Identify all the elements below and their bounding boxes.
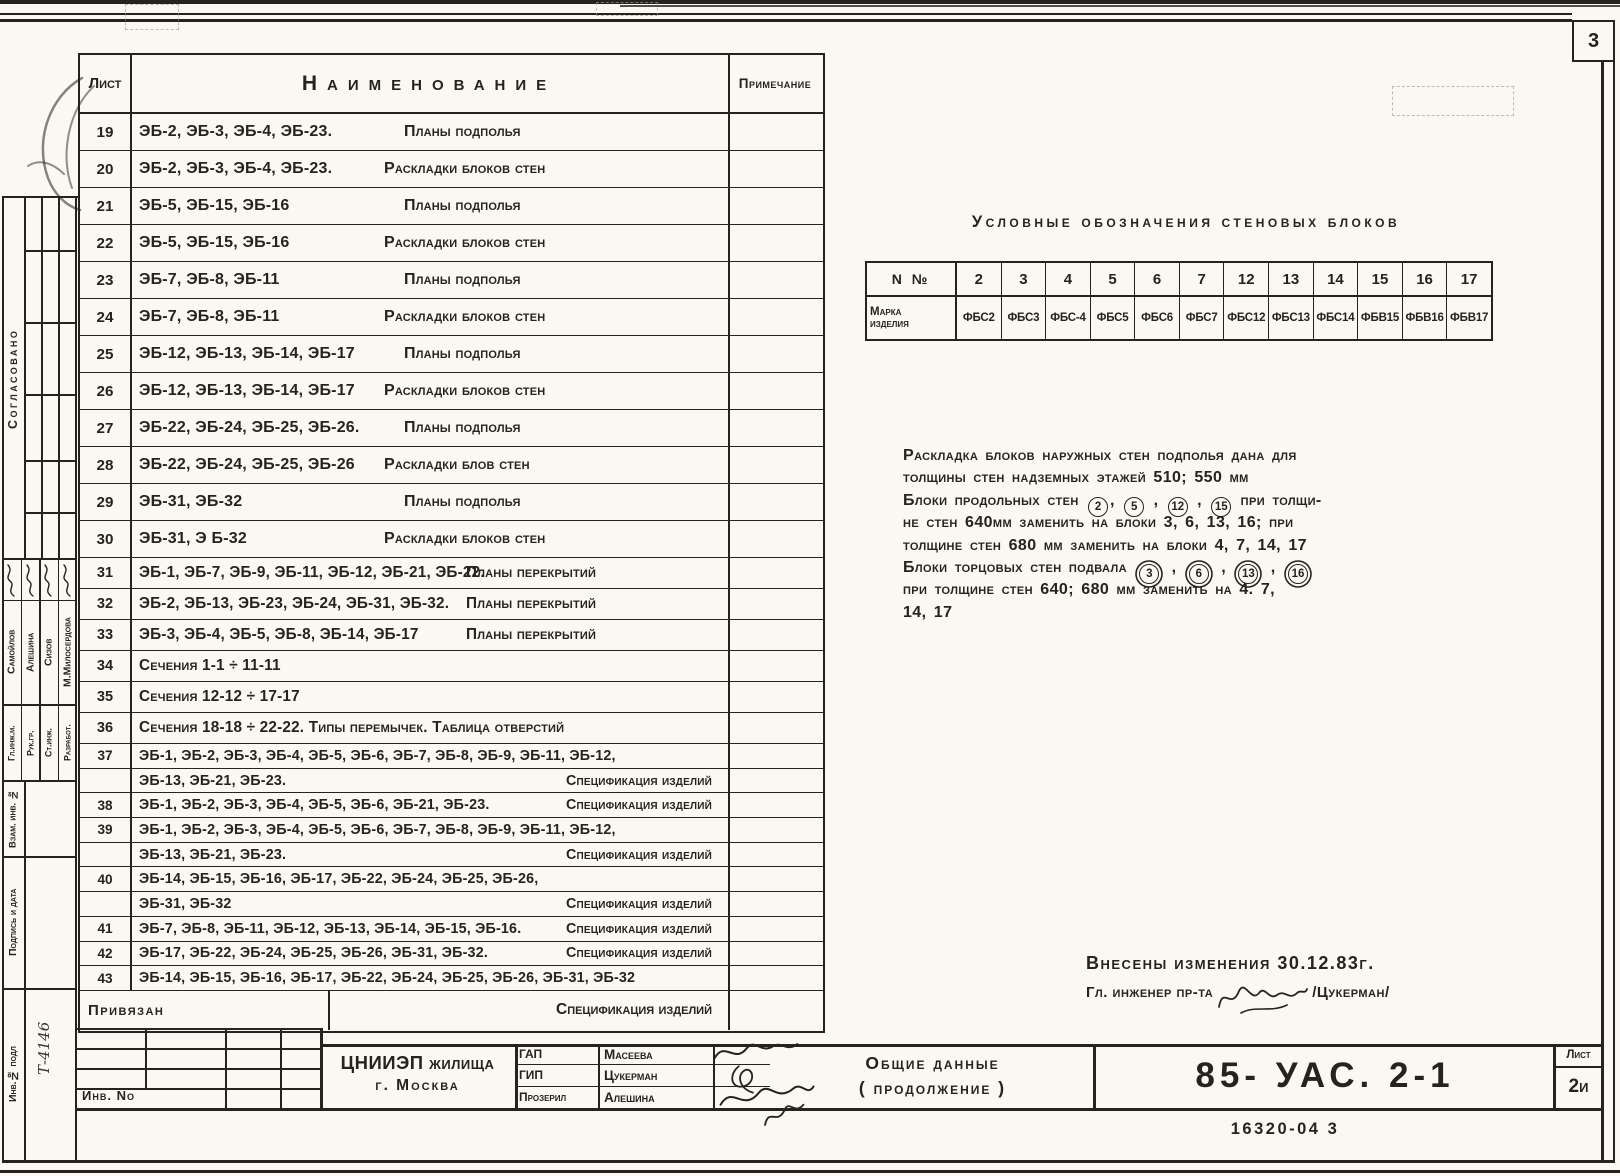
legend-block-mark: ФБС-4 [1050,312,1086,324]
row-codes: ЭБ-7, ЭБ-8, ЭБ-11 [139,308,280,325]
changes-line2 [1086,977,1616,1001]
row-title: Планы подполья [404,123,521,140]
table-row [80,188,823,225]
note-text: Блоки продольных стен [903,491,1087,509]
row-name-cell [130,748,728,764]
sidebar-signature-block [2,558,76,780]
sidebar-person-role: Ст.инж. [43,728,54,758]
table-row [80,966,823,991]
row-sheet-number: 39 [97,822,113,838]
legend-block-number: 13 [1269,263,1313,297]
note-text: , [1189,491,1210,509]
toc-column-line-1 [130,55,132,991]
changes-line2-prefix: Гл. инженер пр-та [1086,984,1214,1001]
sheet-label: Лист [1555,1044,1602,1068]
row-codes: ЭБ-1, ЭБ-2, ЭБ-3, ЭБ-4, ЭБ-5, ЭБ-6, ЭБ-21, ЭБ-23. [139,797,490,814]
note-line [903,602,1488,624]
legend-block-number: 12 [1224,263,1268,297]
sidebar-section-label: Подпись и дата [7,888,19,956]
double-circled-number: 6 [1189,564,1209,584]
row-name-cell [130,822,728,838]
row-codes: ЭБ-2, ЭБ-13, ЭБ-23, ЭБ-24, ЭБ-31, ЭБ-32. [139,595,450,612]
row-sheet-number: 23 [96,271,114,289]
approved-label: Согласовано [6,328,20,429]
row-sheet-number: 24 [96,308,114,326]
note-text: не стен 640мм заменить на блоки 3, 6, 13, 16; при [903,514,1294,532]
row-name-cell [130,719,728,737]
titleblock-bottom-line [76,1108,1604,1111]
anchored-note-cell [728,991,823,1030]
row-sheet-number: 38 [97,797,113,813]
legend-block-mark: ФБС14 [1316,312,1355,324]
legend-block-number: 5 [1091,263,1135,297]
row-title: Планы перекрытий [466,626,597,643]
legend-column [1002,263,1047,339]
row-codes: ЭБ-1, ЭБ-2, ЭБ-3, ЭБ-4, ЭБ-5, ЭБ-6, ЭБ-7, ЭБ-8, ЭБ-9, ЭБ-11, ЭБ-12, [139,747,616,764]
table-row [80,373,823,410]
row-name-cell [130,797,728,813]
inventory-label: Инв. No [82,1088,135,1103]
toc-header-sheet: Лист [88,75,122,92]
row-name-cell [130,234,728,252]
registration-mark [1392,86,1514,116]
row-sheet-number: 29 [96,493,114,511]
sheet-number: 2и [1568,1076,1589,1097]
row-codes: ЭБ-2, ЭБ-3, ЭБ-4, ЭБ-23. [139,123,333,140]
note-text: Блоки торцовых стен подвала [903,558,1135,576]
sidebar-person-name: Сизов [42,638,55,666]
row-title: Спецификация изделий [565,797,712,814]
row-codes: ЭБ-22, ЭБ-24, ЭБ-25, ЭБ-26 [139,456,355,473]
legend-block-mark: ФБС2 [962,312,995,324]
changes-block [1086,953,1616,1001]
table-row [80,558,823,589]
table-row [80,114,823,151]
footer-code: 16320-04 3 [1230,1120,1340,1138]
row-name-cell [130,970,728,986]
row-title: Планы подполья [404,419,521,436]
sidebar-grid-line [24,512,76,514]
table-row [80,262,823,299]
organization-name: ЦНИИЭП жилища [340,1052,495,1073]
legend-mark-header [867,297,955,339]
document-code: 85- УАС. 2-1 [1195,1056,1455,1095]
row-name-cell [130,657,728,675]
row-title: Планы перекрытий [466,595,597,612]
sidebar-grid-line [24,460,76,462]
sidebar-grid-line [2,704,76,706]
row-title: Спецификация изделий [565,920,712,937]
row-title: Спецификация изделий [565,945,712,962]
person-role: Прозерил [515,1087,600,1108]
organization-city: г. Москва [375,1077,460,1094]
legend-block-number: 2 [957,263,1001,297]
table-row [80,793,823,818]
sidebar-person-name: М.Милосердова [60,617,73,687]
row-codes: ЭБ-3, ЭБ-4, ЭБ-5, ЭБ-8, ЭБ-14, ЭБ-17 [139,626,419,643]
legend-block-number: 16 [1403,263,1447,297]
row-sheet-number: 21 [96,197,114,215]
sidebar-divider [2,856,76,858]
sidebar-grid-line [2,600,76,601]
table-row [80,589,823,620]
sidebar-person-role: Гл.инж.м. [6,725,17,761]
page-number: 3 [1587,29,1600,52]
row-title: Спецификация изделий [565,846,712,863]
row-codes: ЭБ-17, ЭБ-22, ЭБ-24, ЭБ-25, ЭБ-26, ЭБ-31, ЭБ-32. [139,945,489,962]
row-codes: ЭБ-1, ЭБ-2, ЭБ-3, ЭБ-4, ЭБ-5, ЭБ-6, ЭБ-7, ЭБ-8, ЭБ-9, ЭБ-11, ЭБ-12, [139,821,616,838]
legend-block-number: 3 [1002,263,1046,297]
legend-block-number: 7 [1180,263,1224,297]
table-row [80,942,823,967]
table-row [80,521,823,558]
legend-block-number: 17 [1447,263,1491,297]
row-title: Раскладки блоков стен [384,530,546,547]
row-title: Планы подполья [404,271,521,288]
legend-block-mark: ФБС3 [1007,312,1040,324]
legend-column [1135,263,1180,339]
legend-block-number: 14 [1314,263,1358,297]
toc-header-note: Примечание [738,76,812,91]
row-sheet-number: 22 [96,234,114,252]
table-row [80,299,823,336]
row-name-cell [130,382,728,400]
legend-title: Условные обозначения стеновых блоков [971,213,1401,231]
row-sheet-number: 26 [96,382,114,400]
changes-line2-suffix: /Цукерман/ [1312,984,1390,1001]
legend-block-mark: ФБС7 [1185,312,1218,324]
legend-block-mark: ФБВ17 [1450,312,1489,324]
table-row [80,620,823,651]
anchored-title: Спецификация изделий [556,1001,712,1019]
sidebar-divider [2,988,76,990]
row-name-cell [130,530,728,548]
scan-edge-bottom [0,1170,1620,1173]
row-codes: ЭБ-7, ЭБ-8, ЭБ-11, ЭБ-12, ЭБ-13, ЭБ-14, ЭБ-15, ЭБ-16. [139,920,522,937]
row-sheet-number: 42 [97,945,113,961]
sidebar-grid-line [24,322,76,324]
double-circled-number: 3 [1139,564,1159,584]
row-name-cell [130,197,728,215]
person-role: ГАП [515,1044,600,1065]
titleblock-line [225,1028,227,1108]
sidebar-signature [4,562,18,598]
row-sheet-number: 43 [97,970,113,986]
row-name-cell [130,773,728,789]
row-codes: ЭБ-22, ЭБ-24, ЭБ-25, ЭБ-26. [139,419,360,436]
row-sheet-number: 32 [96,596,114,612]
row-codes: ЭБ-31, ЭБ-32 [139,493,243,510]
document-title-line2: ( продолжение ) [858,1078,1007,1098]
sheet-number-box [1555,1044,1602,1108]
row-name-cell [130,123,728,141]
table-row [80,867,823,892]
row-title: Планы перекрытий [466,564,597,581]
table-row [80,447,823,484]
legend-block-mark: ФБВ15 [1360,312,1400,324]
legend-column [1358,263,1403,339]
row-title: Раскладки блоков стен [384,234,546,251]
note-line [903,467,1488,489]
row-title: Планы подполья [404,493,521,510]
row-name-cell [130,308,728,326]
legend-column [1314,263,1359,339]
legend-block-number: 15 [1358,263,1402,297]
circled-number: 15 [1211,497,1231,517]
row-codes: ЭБ-13, ЭБ-21, ЭБ-23. [139,772,287,789]
legend-column [1224,263,1269,339]
scan-edge-top [0,0,1620,4]
legend-column [1046,263,1091,339]
double-circled-number: 16 [1288,564,1308,584]
note-text: при толщи- [1233,491,1322,509]
row-codes: ЭБ-2, ЭБ-3, ЭБ-4, ЭБ-23. [139,160,333,177]
table-row [80,713,823,744]
row-sheet-number: 30 [96,530,114,548]
titleblock-line [76,1028,322,1030]
row-title: Планы подполья [404,345,521,362]
person-name: Алешина [600,1087,715,1108]
sidebar-grid-line [24,394,76,396]
legend-block-number: 6 [1135,263,1179,297]
row-name-cell [130,626,728,644]
legend-mark-header-line1: Марка [870,306,902,318]
row-sheet-number: 27 [96,419,114,437]
table-row [80,682,823,713]
note-line [903,512,1488,534]
note-line [903,557,1488,579]
signature-chief-engineer [1215,977,1310,1017]
legend-block-number: 4 [1046,263,1090,297]
note-paragraph [903,445,1488,624]
note-line [903,579,1488,601]
circled-number: 2 [1088,497,1108,517]
row-sheet-number: 40 [97,871,113,887]
row-codes: Сечения 1-1 ÷ 11-11 [139,657,281,674]
row-sheet-number: 31 [96,565,114,581]
titleblock-line [280,1028,282,1108]
double-circled-number: 13 [1238,564,1258,584]
registration-mark [596,2,658,16]
person-role: ГИП [515,1065,600,1086]
row-name-cell [130,456,728,474]
table-row [80,744,823,769]
row-codes: ЭБ-31, Э Б-32 [139,530,247,547]
row-codes: ЭБ-1, ЭБ-7, ЭБ-9, ЭБ-11, ЭБ-12, ЭБ-21, ЭБ-22. [139,564,485,581]
note-text: , [1263,558,1283,576]
table-row [80,892,823,917]
sidebar-signature [60,562,74,598]
table-row [80,917,823,942]
table-row [80,843,823,868]
row-sheet-number: 33 [96,627,114,643]
toc-header-name: Наименование [301,71,557,95]
sidebar-grid-line [24,250,76,252]
legend-block-mark: ФБВ16 [1405,312,1444,324]
row-name-cell [130,847,728,863]
signature-titleblock [708,1036,820,1132]
legend-column [1403,263,1448,339]
row-sheet-number: 35 [96,689,114,705]
note-line [903,535,1488,557]
sidebar-person-name: Самойлов [5,629,18,675]
sidebar-divider [2,780,76,782]
table-row [80,651,823,682]
frame-top-line-1 [0,13,1572,15]
row-name-cell [130,595,728,613]
toc-table [78,53,825,1033]
legend-column [1180,263,1225,339]
row-title: Спецификация изделий [565,772,712,789]
note-text: Раскладка блоков наружных стен подполья дана для [903,447,1297,464]
row-codes: ЭБ-13, ЭБ-21, ЭБ-23. [139,846,287,863]
row-title: Спецификация изделий [565,895,712,912]
note-line [903,490,1488,512]
row-title: Раскладки блоков стен [384,382,546,399]
note-text: , [1164,558,1184,576]
note-text: толщине стен 680 мм заменить на блоки 4, 7, 14, 17 [903,536,1307,554]
note-line [903,445,1488,467]
sidebar-person-name: Алешина [23,632,36,672]
row-codes: Сечения 18-18 ÷ 22-22. Типы перемычек. Таблица отверстий [139,719,565,736]
note-text: , [1213,558,1234,576]
frame-bottom-line [2,1160,1615,1163]
legend-block-mark: ФБС5 [1096,312,1129,324]
row-codes: ЭБ-12, ЭБ-13, ЭБ-14, ЭБ-17 [139,382,355,399]
note-text: при толщине стен 640; 680 мм заменить на 4. 7, [903,581,1275,599]
legend-first-column [867,263,957,339]
legend-column [1447,263,1491,339]
row-sheet-number: 41 [97,921,113,937]
table-row [80,769,823,794]
table-row [80,225,823,262]
titleblock-line [76,1068,320,1070]
table-row [80,151,823,188]
row-name-cell [130,945,728,961]
organization-box [320,1044,515,1108]
note-text: толщины стен надземных этажей 510; 550 мм [903,469,1249,487]
toc-header-row [80,55,823,114]
changes-line1: Внесены изменения 30.12.83г. [1086,953,1375,973]
circled-number: 12 [1168,497,1188,517]
sidebar-signature [41,562,55,598]
row-codes: ЭБ-14, ЭБ-15, ЭБ-16, ЭБ-17, ЭБ-22, ЭБ-24, ЭБ-25, ЭБ-26, [139,871,539,888]
titleblock-line [76,1048,320,1050]
row-title: Раскладки блоков стен [384,160,546,177]
frame-top-line-2 [0,19,1572,22]
document-code-box [1095,1044,1555,1108]
legend-column [957,263,1002,339]
titleblock-line [145,1028,147,1088]
row-name-cell [130,160,728,178]
document-title-line1: Общие данные [865,1053,1000,1073]
table-row [80,336,823,373]
scan-edge-top-2 [620,5,1620,7]
row-sheet-number: 37 [97,748,113,764]
note-text: , [1146,491,1166,509]
toc-rows [80,114,823,991]
row-name-cell [130,345,728,363]
row-codes: ЭБ-5, ЭБ-15, ЭБ-16 [139,197,290,214]
row-title: Планы подполья [404,197,521,214]
anchored-label: Привязан [80,991,330,1030]
row-sheet-number: 19 [96,123,114,141]
row-codes: ЭБ-14, ЭБ-15, ЭБ-16, ЭБ-17, ЭБ-22, ЭБ-24, ЭБ-25, ЭБ-26, ЭБ-31, ЭБ-32 [139,970,636,987]
person-name: Масеева [600,1044,715,1065]
inventory-number-handwritten: Т-4146 [35,1021,53,1075]
sidebar-section-label: Инв.№ подл [7,1046,19,1102]
legend-block-mark: ФБС12 [1227,312,1266,324]
sidebar-divider [2,196,78,198]
toc-column-line-2 [728,55,730,1030]
row-title: Раскладки блоков стен [384,308,546,325]
note-text: , [1110,491,1123,509]
row-name-cell [130,688,728,706]
row-codes: Сечения 12-12 ÷ 17-17 [139,688,300,705]
sidebar-section-label: Взам. инв. № [7,789,19,848]
sidebar-signature [23,562,37,598]
legend-column [1091,263,1136,339]
row-name-cell [130,271,728,289]
row-sheet-number: 20 [96,160,114,178]
row-title: Раскладки блов стен [384,456,530,473]
page-number-box [1572,20,1615,62]
row-sheet-number: 34 [96,658,114,674]
sidebar-person-role: Рук.гр. [24,730,35,756]
row-name-cell [130,493,728,511]
row-sheet-number: 25 [96,345,114,363]
legend-columns [957,263,1491,339]
circled-number: 5 [1124,497,1144,517]
row-sheet-number: 36 [96,720,114,736]
sidebar-grid-line [24,780,26,1160]
sidebar-person-role: Разработ. [61,724,72,762]
person-name: Цукерман [600,1065,715,1086]
legend-block-mark: ФБС13 [1271,312,1310,324]
row-codes: ЭБ-7, ЭБ-8, ЭБ-11 [139,271,280,288]
legend-block-mark: ФБС6 [1141,312,1174,324]
legend-number-header: N № [867,263,955,297]
row-sheet-number: 28 [96,456,114,474]
legend-column [1269,263,1314,339]
row-name-cell [130,921,728,937]
note-text: 14, 17 [903,603,953,621]
row-name-cell [130,896,728,912]
row-name-cell [130,419,728,437]
table-row [80,818,823,843]
table-row [80,484,823,521]
row-codes: ЭБ-5, ЭБ-15, ЭБ-16 [139,234,290,251]
row-name-cell [130,564,728,582]
legend-table [865,261,1493,341]
table-row [80,410,823,447]
legend-mark-header-line2: изделия [870,318,909,330]
row-name-cell [130,871,728,887]
row-codes: ЭБ-31, ЭБ-32 [139,895,232,912]
toc-anchored-row [80,991,823,1030]
row-codes: ЭБ-12, ЭБ-13, ЭБ-14, ЭБ-17 [139,345,355,362]
registration-mark [125,4,179,30]
